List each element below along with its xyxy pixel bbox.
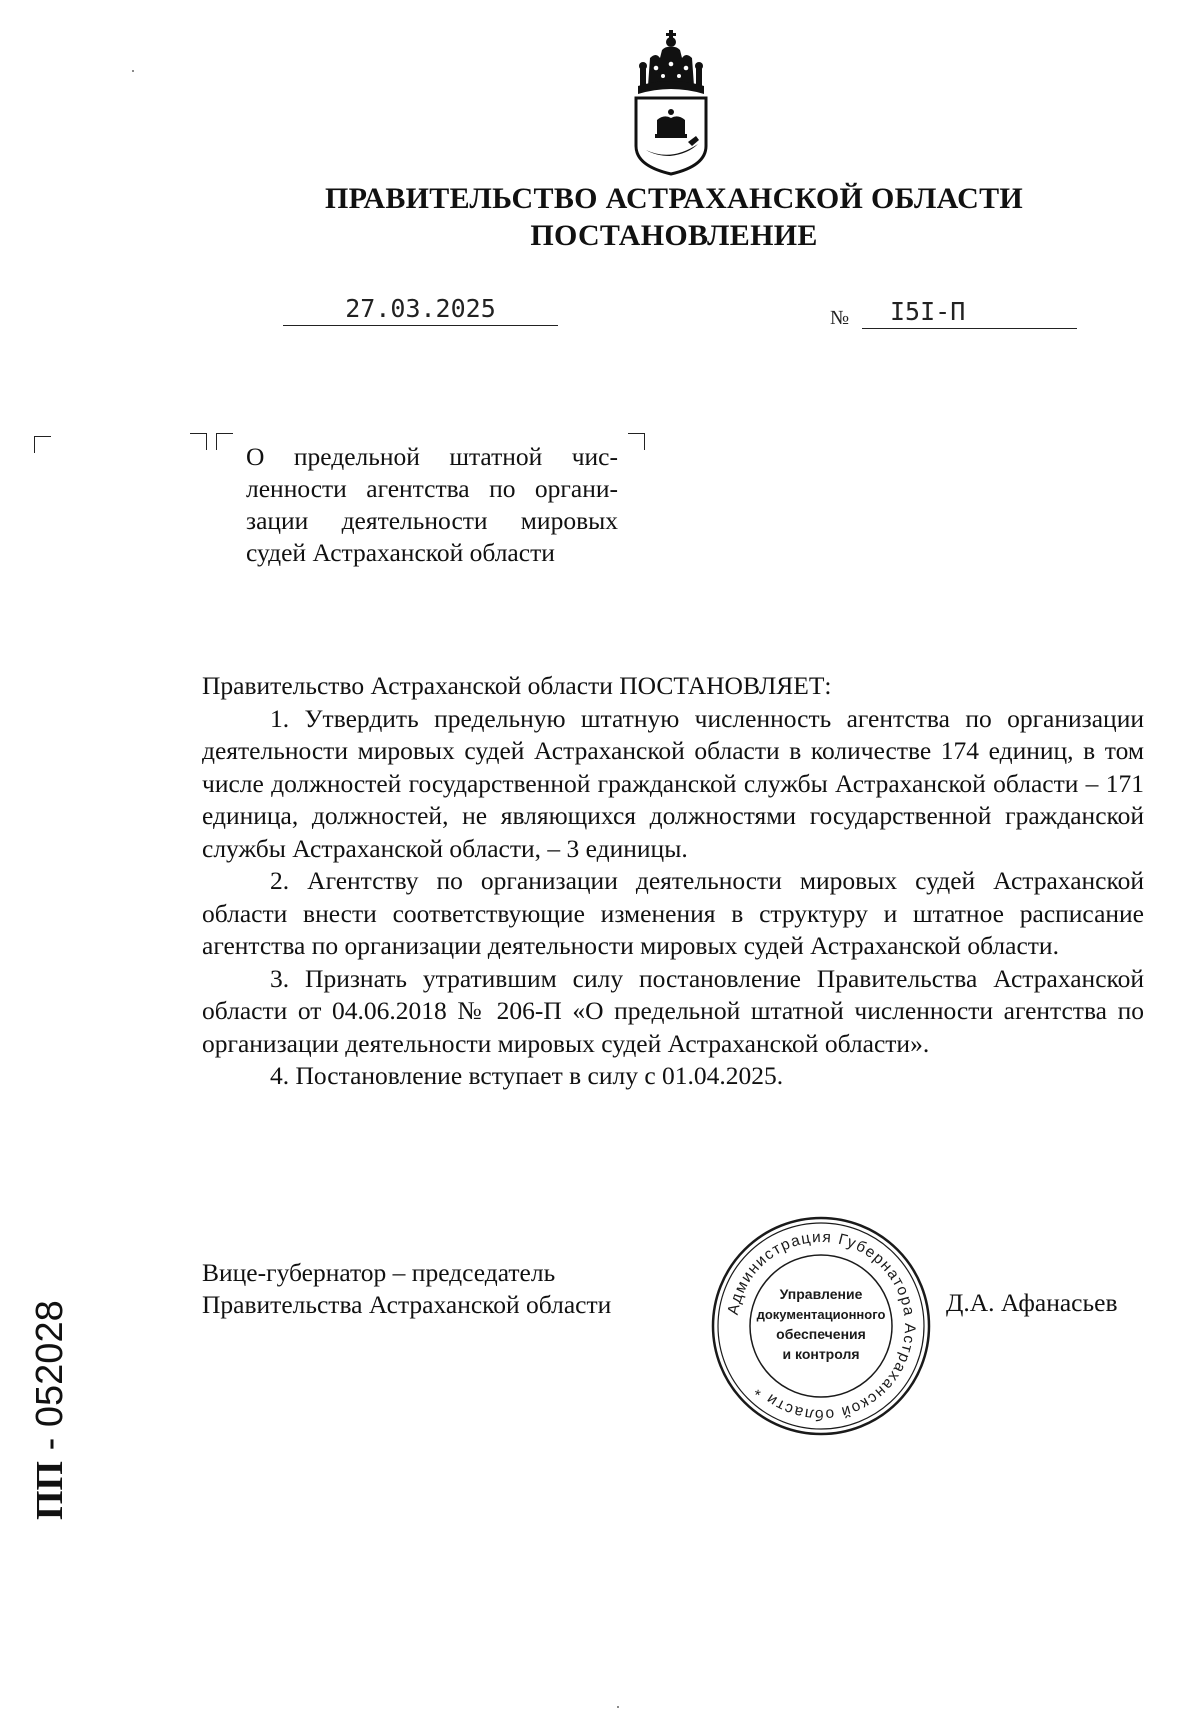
- official-stamp: [710, 1215, 932, 1437]
- signer-position-line-2: Правительства Астраханской области: [202, 1290, 612, 1319]
- signer-position: [202, 1257, 611, 1321]
- registry-code: 052028: [29, 1300, 71, 1428]
- signer-position-line-1: Вице-губернатор – председатель: [202, 1258, 556, 1287]
- stamp-ring-text: Администрация Губернатора Астраханской области *: [724, 1228, 919, 1424]
- document-subject: О предельной штатной численности агентства по организации деятельности мировых судей Астраханской области: [246, 442, 618, 567]
- corner-mark-subject-right: [628, 433, 645, 450]
- registry-number: [28, 1270, 74, 1520]
- clause-1: 1. Утвердить предельную штатную численность агентства по организации деятельности мировых судей Астраханской области в количестве 174 единиц, в том числе должностей государственной гражданской службы Астраханской области – 171 единица, должностей, не являющихся должностями государственной гражданской службы Астраханской области, – 3 единицы.: [202, 703, 1144, 863]
- document-number: I5I-П: [862, 297, 1077, 329]
- stamp-center-line-3: обеспечения: [776, 1326, 866, 1342]
- corner-mark-subject-left-outer: [190, 433, 207, 450]
- document-type-title: ПОСТАНОВЛЕНИЕ: [530, 219, 818, 252]
- number-sign: №: [830, 307, 850, 329]
- registry-prefix: ПП: [29, 1460, 71, 1520]
- scan-speck: [132, 70, 134, 72]
- government-title: ПРАВИТЕЛЬСТВО АСТРАХАНСКОЙ ОБЛАСТИ: [324, 182, 1024, 215]
- coat-of-arms-emblem: [626, 28, 716, 178]
- resolution-intro: Правительство Астраханской области ПОСТАНОВЛЯЕТ:: [202, 671, 832, 700]
- stamp-center-line-2: документационного: [756, 1307, 886, 1322]
- registry-separator: -: [29, 1427, 71, 1461]
- stamp-center-line-4: и контроля: [782, 1346, 860, 1362]
- scan-speck: [617, 1706, 619, 1708]
- clause-2: 2. Агентству по организации деятельности мировых судей Астраханской области внести соответствующие изменения в структуру и штатное расписание агентства по организации деятельности мировых судей Астраханской области.: [202, 866, 1144, 960]
- corner-mark-left: [34, 436, 51, 453]
- clause-3: 3. Признать утратившим силу постановление Правительства Астраханской области от 04.06.2018 № 206-П «О предельной штатной численности агентства по организации деятельности мировых судей Астраханской области».: [202, 963, 1144, 1058]
- corner-mark-subject-left-inner: [216, 433, 233, 450]
- signer-name: Д.А. Афанасьев: [946, 1288, 1118, 1317]
- clause-4: 4. Постановление вступает в силу с 01.04.2025.: [270, 1061, 784, 1090]
- document-body: [202, 670, 1144, 1093]
- document-date: 27.03.2025: [283, 294, 558, 326]
- stamp-center-line-1: Управление: [779, 1286, 863, 1302]
